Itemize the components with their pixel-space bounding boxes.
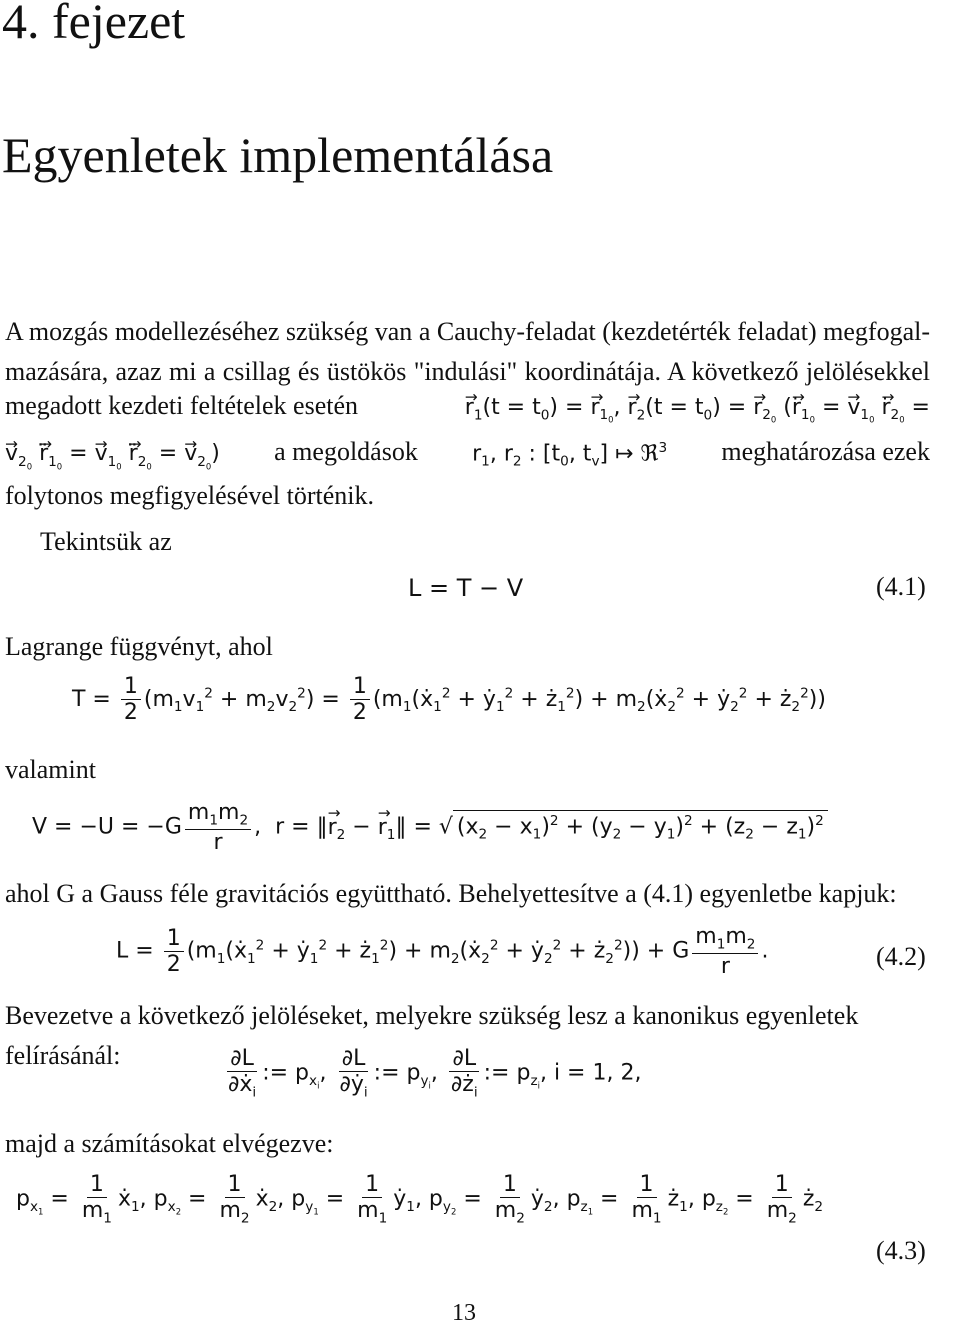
page-number: 13 [452, 1300, 476, 1326]
paragraph-text: Bevezetve a következő jelöléseket, melyekre szükség lesz a kanonikus egyenletek felírásánál: [5, 1001, 859, 1070]
paragraph-text: valamint [5, 755, 96, 784]
paragraph-line: mazására, azaz mi a csillag és üstökös "indulási" koordinátája. A következő jelölésekkel [5, 357, 930, 386]
paragraph-text: Lagrange függvényt, ahol [5, 632, 273, 661]
equation-lagrangian-expanded: L = $\frac{1}{2}$ ($m_1(ẋ_1^2$ + ẏ$_1^2$ + $ż_1^2$) + $m_2(ẋ_2^2$ + ẏ$_2^2$ + $ż_2^2)) + G$ $\frac{m_1m_2}{r}$ . [116, 924, 769, 980]
paragraph-text: ahol G a Gauss féle gravitációs együttható. Behelyettesítve a (4.1) egyenletbe kapjuk: [5, 879, 897, 908]
initial-conditions-math: → $v_{2_0} \to r_{1_0}$ = → $v_{1_0} \to r_{2_0}$ = → $v_{2_0}$) [5, 434, 220, 486]
equation-number: (4.2) [876, 942, 926, 971]
paragraph-line: folytonos megfigyelésével történik. [5, 481, 374, 510]
paragraph-text: meghatározása ezek [721, 437, 930, 467]
equation-momenta: $p_{x_1}$ = $\frac{1}{m_1}$ ẋ$_1$, $p_{x_2}$ = $\frac{1}{m_2}$ ẋ$_2$, $p_{y_1}$ = $\frac{1}{m_1}$ ẏ$_1$, $p_{y_2}$ = $\frac{1}{m_2}$ ẏ$_2$, $p_{z_1}$ = $\frac{1}{m_1}$ $ż_1$, $p_{z_2}$ = $\frac{1}{m_2}$ $ż_2$ [16, 1172, 824, 1227]
equation-momentum-definitions: $\frac{\partial L}{\partial ẋ_i}$ := $p_{x_i}$, $\frac{\partial L}{\partial ẏ_i}$ := $p_{y_i}$, $\frac{\partial L}{\partial ż_i}$ := $p_{z_i}$, i = 1, 2, [228, 1046, 642, 1101]
paragraph-text: a megoldások [274, 437, 418, 467]
paragraph-text: Tekintsük az [40, 527, 172, 556]
equation-lagrangian: L = T − V [408, 574, 524, 602]
equation-kinetic-energy: T = $\frac{1}{2}$ $(m_1v_1^2 + m_2v_2^2)$ = $\frac{1}{2}$ ($m_1(ẋ_1^2$ + ẏ$_1^2$ + $ż_1^2$) + $m_2(ẋ_2^2$ + ẏ$_2^2$ + $ż_2^2$)) [72, 674, 826, 726]
initial-conditions-math: → $r_1(t = t_0)$ = → $r_{1_0}$, → $r_2(t = t_0)$ = → $r_{2_0}$ (→ $r_{1_0}$ = → $v_{1_0} \to r_{2_0}$ = [465, 388, 930, 440]
equation-number: (4.1) [876, 572, 926, 601]
equation-potential-energy: V = −U = −G $\frac{m_1m_2}{r}$ , r = ‖→ $r_2$ − → $r_1‖$ = √ $(x_2 - x_1)^2 + (y_2 - y_1)^2 + (z_2 - z_1)^2$ [32, 800, 828, 855]
section-title: Egyenletek implementálása [2, 127, 554, 183]
equation-number: (4.3) [876, 1236, 926, 1265]
solution-map-math: $r_1$, $r_2$ : [$t_0$, $t_v$] ↦ ℜ$^3$ [472, 440, 668, 470]
chapter-heading: 4. fejezet [2, 0, 186, 49]
paragraph-text: megadott kezdeti feltételek esetén [5, 391, 358, 420]
paragraph-text: majd a számításokat elvégezve: [5, 1129, 334, 1158]
paragraph-line: A mozgás modellezéséhez szükség van a Cauchy-feladat (kezdetérték feladat) megfogal- [5, 317, 930, 346]
